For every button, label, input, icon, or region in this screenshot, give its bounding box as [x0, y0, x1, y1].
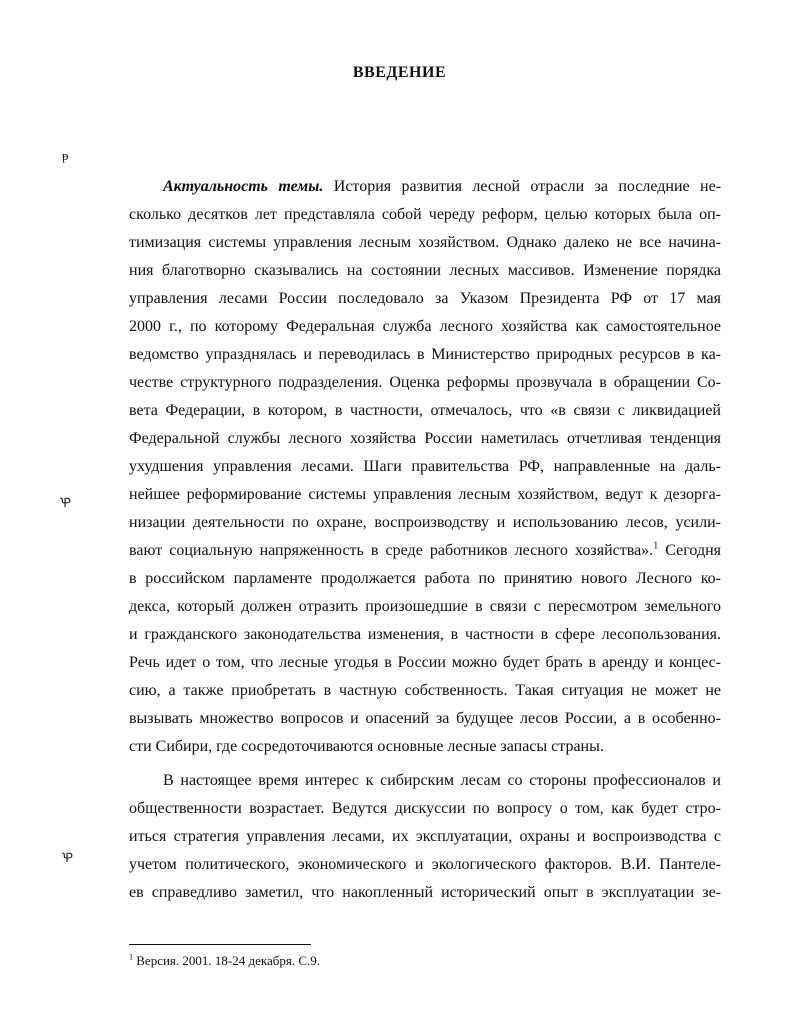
text-span: История развития лесной отрасли за последние не- — [333, 178, 722, 195]
text-span: вают социальную напряженность в среде работников лесного хозяйства». — [129, 542, 654, 559]
text-line: тимизация системы управления лесным хозяйством. Однако далеко не все начина- — [129, 234, 721, 251]
text-line: ев справедливо заметил, что накопленный исторический опыт в эксплуатации зе- — [129, 884, 721, 901]
text-line: учетом политического, экономического и экологического факторов. В.И. Пантеле- — [129, 856, 721, 873]
text-line: ведомство упразднялась и переводилась в Министерство природных ресурсов в ка- — [129, 346, 721, 363]
text-line: Речь идет о том, что лесные угодья в России можно будет брать в аренду и концес- — [129, 654, 721, 671]
page-title: ВВЕДЕНИЕ — [352, 64, 447, 81]
text-line: низации деятельности по охране, воспроизводству и использованию лесов, усили- — [129, 514, 721, 531]
margin-mark: Ꝕ — [60, 495, 72, 510]
text-line: В настоящее время интерес к сибирским лесам со стороны профессионалов и — [163, 772, 721, 789]
footnote-divider — [129, 944, 311, 945]
text-line: 2000 г., по которому Федеральная служба лесного хозяйства как самостоятельное — [129, 318, 721, 335]
footnote — [129, 953, 320, 969]
text-line: декса, который должен отразить произошедшие в связи с пересмотром земельного — [129, 598, 721, 615]
text-line: и гражданского законодательства изменения, в частности в сфере лесопользования. — [129, 626, 721, 643]
text-line: ния благотворно сказывались на состоянии лесных массивов. Изменение порядка — [129, 262, 721, 279]
footnote-text: Версия. 2001. 18-24 декабря. С.9. — [133, 953, 321, 968]
body-text — [129, 173, 721, 907]
text-line — [129, 173, 721, 201]
text-line: в российском парламенте продолжается работа по принятию нового Лесного ко- — [129, 570, 721, 587]
text-line: сию, а также приобретать в частную собственность. Такая ситуация не может не — [129, 682, 721, 699]
text-line: общественности возрастает. Ведутся дискуссии по вопросу о том, как будет стро- — [129, 800, 721, 817]
text-line: сколько десятков лет представляла собой череду реформ, целью которых была оп- — [129, 206, 721, 223]
lead-emphasis: Актуальность темы. — [163, 178, 324, 195]
text-line: нейшее реформирование системы управления лесным хозяйством, ведут к дезорга- — [129, 486, 721, 503]
margin-mark: Ꝕ — [62, 850, 74, 865]
text-line: управления лесами России последовало за Указом Президента РФ от 17 мая — [129, 290, 721, 307]
text-line — [129, 537, 721, 565]
text-line: ухудшения управления лесами. Шаги правительства РФ, направленные на даль- — [129, 458, 721, 475]
footnote-ref: 1 — [653, 540, 659, 552]
text-line: честве структурного подразделения. Оценка реформы прозвучала в обращении Со- — [129, 374, 721, 391]
text-line: сти Сибири, где сосредоточиваются основные лесные запасы страны. — [129, 738, 604, 755]
margin-mark: ᵽ — [62, 148, 69, 163]
text-line: вызывать множество вопросов и опасений за будущее лесов России, а в особенно- — [129, 710, 721, 727]
text-line: вета Федерации, в котором, в частности, отмечалось, что «в связи с ликвидацией — [129, 402, 721, 419]
text-span: Сегодня — [658, 542, 722, 559]
text-line: Федеральной службы лесного хозяйства России наметилась отчетливая тенденция — [129, 430, 721, 447]
text-line: иться стратегия управления лесами, их эксплуатации, охраны и воспроизводства с — [129, 828, 721, 845]
footnote-marker: 1 — [129, 952, 133, 962]
